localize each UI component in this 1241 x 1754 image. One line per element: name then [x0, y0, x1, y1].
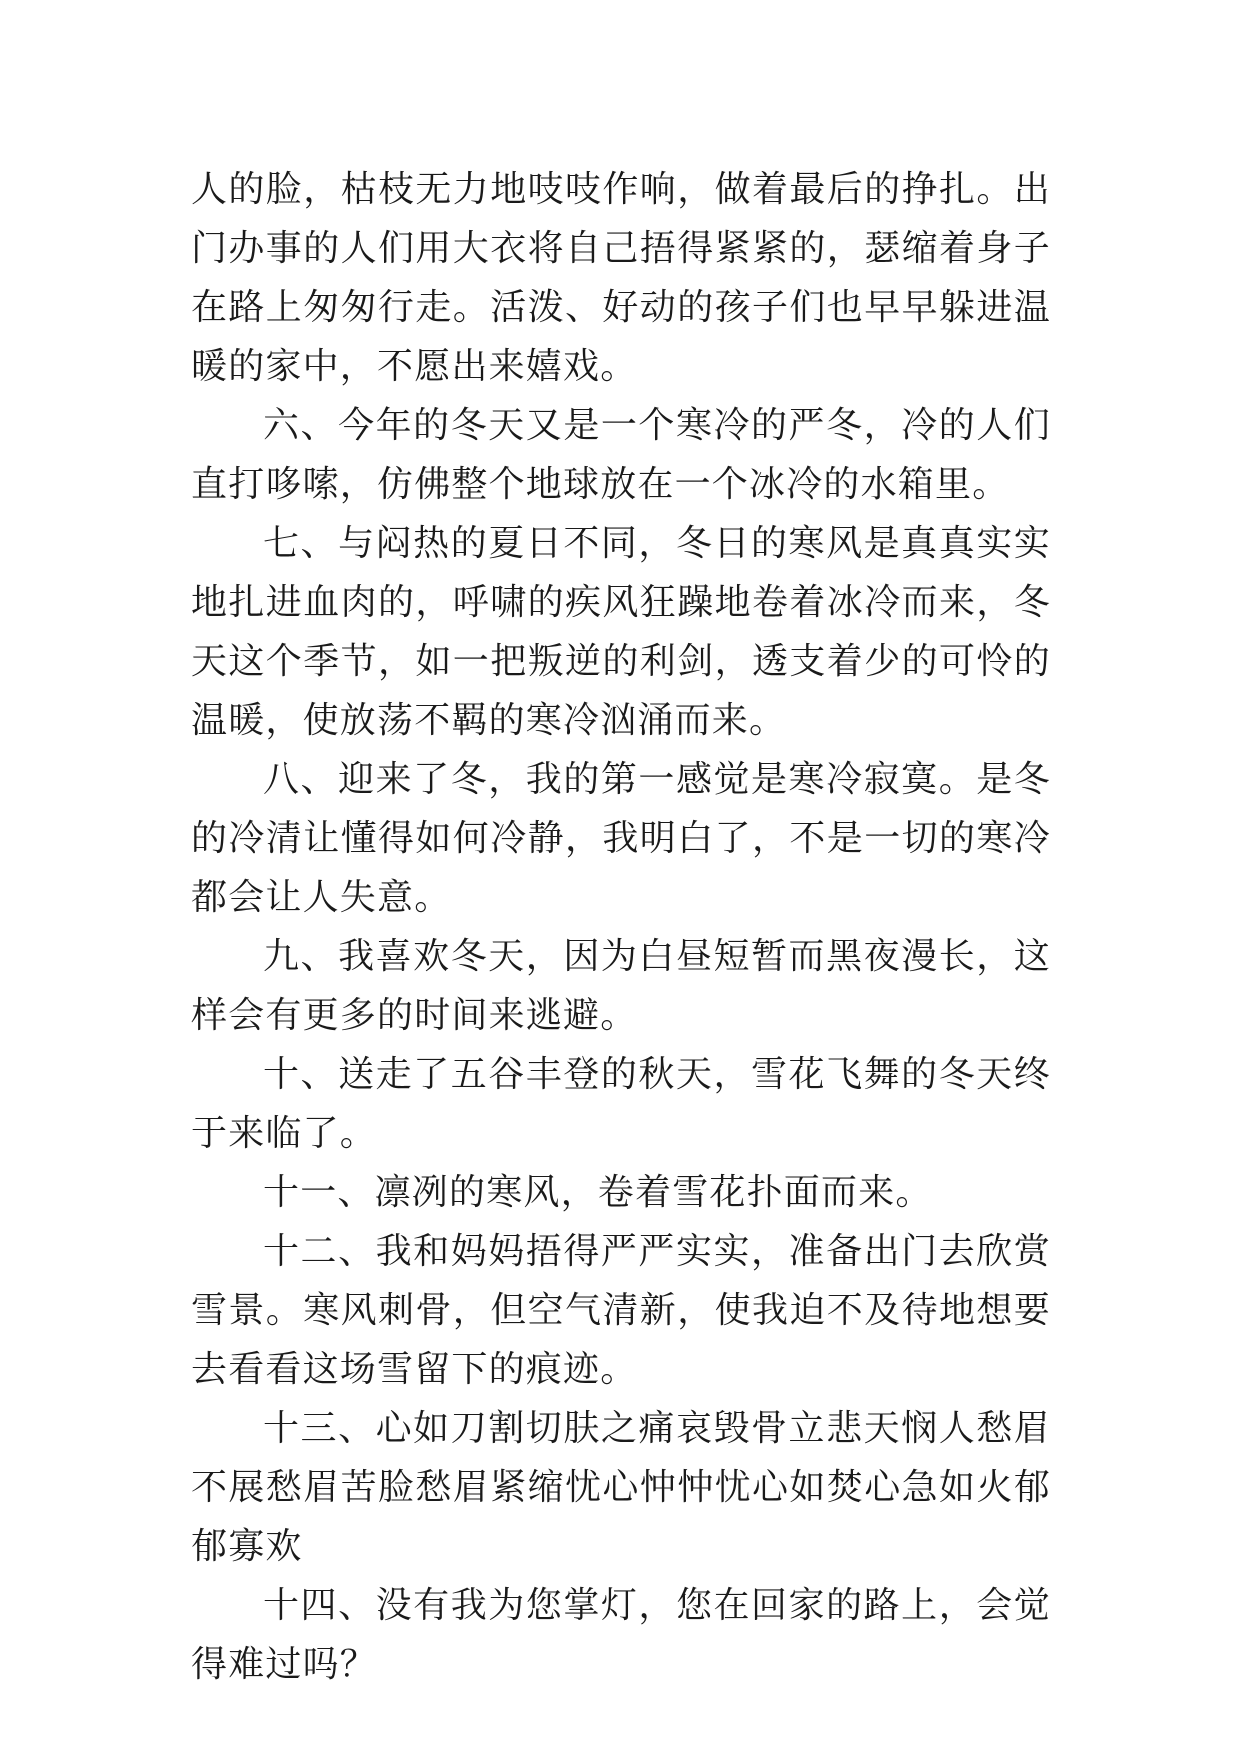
paragraph-14: 十四、没有我为您掌灯，您在回家的路上，会觉得难过吗？ — [191, 1585, 1051, 1685]
paragraph-7: 七、与闷热的夏日不同，冬日的寒风是真真实实地扎进血肉的，呼啸的疾风狂躁地卷着冰冷而来，冬天这个季节，如一把叛逆的利剑，透支着少的可怜的温暖，使放荡不羁的寒冷汹涌而来。 — [191, 523, 1051, 741]
paragraph-continuation: 人的脸，枯枝无力地吱吱作响，做着最后的挣扎。出门办事的人们用大衣将自己捂得紧紧的，瑟缩着身子在路上匆匆行走。活泼、好动的孩子们也早早躲进温暖的家中，不愿出来嬉戏。 — [191, 169, 1051, 387]
document-body — [191, 160, 1051, 1694]
paragraph-13: 十三、心如刀割切肤之痛哀毁骨立悲天悯人愁眉不展愁眉苦脸愁眉紧缩忧心忡忡忧心如焚心急如火郁郁寡欢 — [191, 1408, 1051, 1567]
paragraph-6: 六、今年的冬天又是一个寒冷的严冬，冷的人们直打哆嗦，仿佛整个地球放在一个冰冷的水箱里。 — [191, 405, 1051, 505]
paragraph-11: 十一、凛冽的寒风，卷着雪花扑面而来。 — [263, 1172, 933, 1213]
paragraph-12: 十二、我和妈妈捂得严严实实，准备出门去欣赏雪景。寒风刺骨，但空气清新，使我迫不及待地想要去看看这场雪留下的痕迹。 — [191, 1231, 1051, 1390]
paragraph-9: 九、我喜欢冬天，因为白昼短暂而黑夜漫长，这样会有更多的时间来逃避。 — [191, 936, 1051, 1036]
paragraph-10: 十、送走了五谷丰登的秋天，雪花飞舞的冬天终于来临了。 — [191, 1054, 1051, 1154]
paragraph-8: 八、迎来了冬，我的第一感觉是寒冷寂寞。是冬的冷清让懂得如何冷静，我明白了，不是一切的寒冷都会让人失意。 — [191, 759, 1051, 918]
